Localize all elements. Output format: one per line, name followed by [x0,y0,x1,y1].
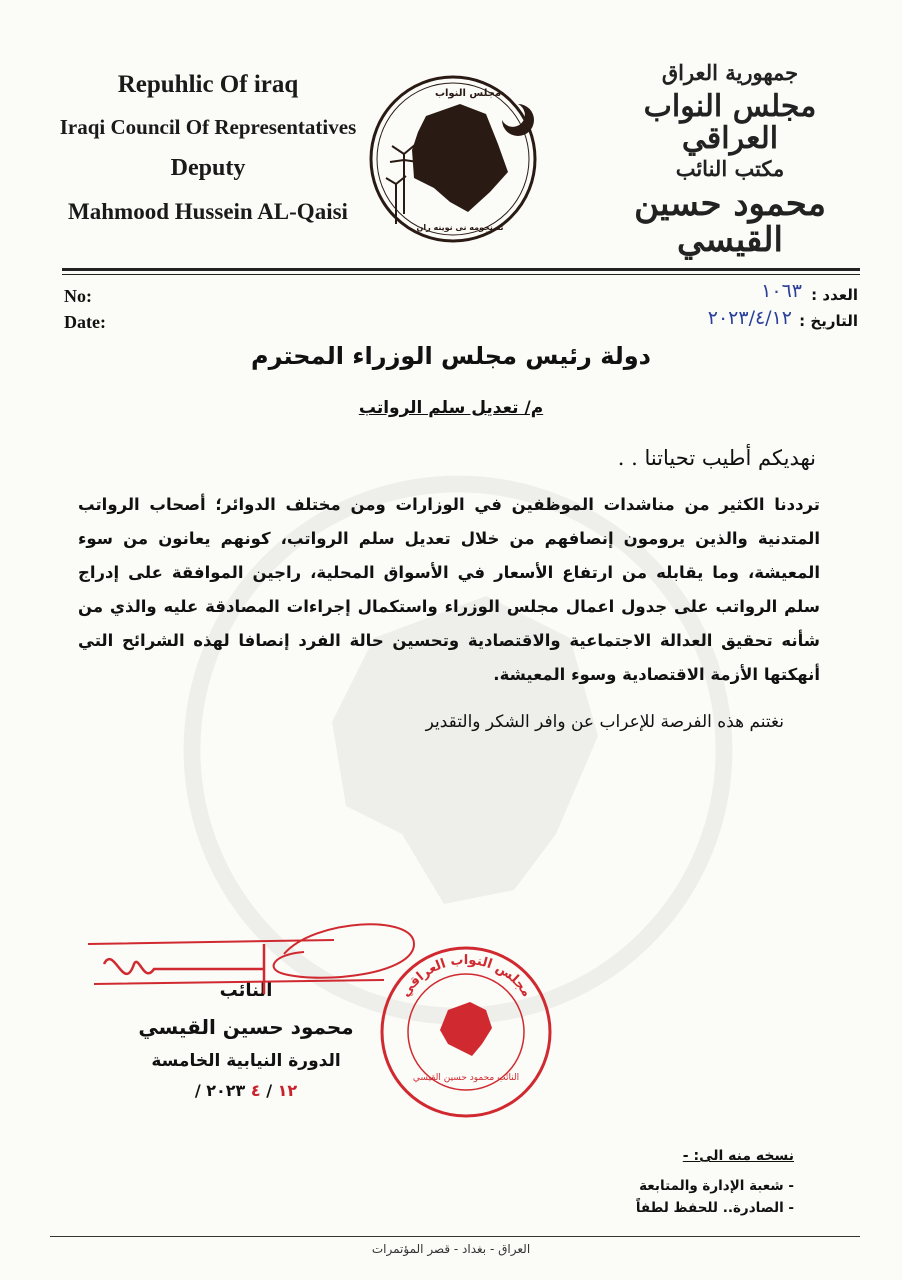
header-country-ar: جمهورية العراق [661,60,799,85]
stamp-outer-text: مجلس النواب العراقي [398,952,534,1000]
header-divider-thin [62,274,860,275]
logo-bottom-text: ئه نجومه نى نوينه ران [416,223,504,232]
signer-title: النائب [219,980,273,1001]
greeting: نهديكم أطيب تحياتنا . . [617,446,816,470]
stamp-inner-text: النائب محمود حسين القيسي [412,1073,520,1083]
header-divider-thick [62,268,860,271]
signature-date [96,1081,396,1100]
footer-divider [50,1236,860,1237]
header-council-ar: مجلس النواب العراقي [643,89,817,156]
header-english [48,64,368,223]
copies-item: - شعبة الإدارة والمتابعة [639,1178,794,1194]
copies-to [636,1148,794,1222]
subject-line [0,398,902,418]
signature-date-sep: / [266,1081,273,1100]
header-deputy-en: Deputy [170,155,246,181]
date-label-en: Date: [64,312,106,332]
handwritten-signature [84,914,424,1024]
signature-date-year: ٢٠٢٣ / [194,1081,246,1100]
closing-thanks: نغتنم هذه الفرصة للإعراب عن وافر الشكر والتقدير [425,712,784,732]
copies-item: - الصادرة.. للحفظ لطفاً [635,1200,794,1216]
no-label-ar: العدد : [811,286,858,304]
header-arabic [610,62,850,258]
signature-date-day: ١٢ [277,1081,298,1100]
footer-address: العراق - بغداد - قصر المؤتمرات [371,1242,531,1256]
council-logo [368,74,538,244]
subject-text: م/ تعديل سلم الرواتب [358,398,544,418]
logo-top-text: مجلس النواب [434,88,502,99]
header-name-ar: محمود حسين القيسي [634,184,826,260]
letter-body: ترددنا الكثير من مناشدات الموظفين في الوزارات ومن مختلف الدوائر؛ أصحاب الرواتب المتدنية والذين يرومون إنصافهم من خلال تعديل سلم الرواتب، كونهم يعانون من سوء المعيشة، وما يقابله من ارتفاع الأسعار في الأسواق المحلية، راجين الموافقة على إدراج سلم الرواتب على جدول اعمال مجلس الوزراء واستكمال إجراءات المصادقة عليه والذي من شأنه تحقيق العدالة الاجتماعية والاقتصادية وتحسين حالة الفرد إنصافا لهذه الشرائح التي أنهكتها الأزمة الاقتصادية وسوء المعيشة. [78,495,820,684]
signer-term: الدورة النيابية الخامسة [151,1051,341,1071]
header-name-en: Mahmood Hussein AL-Qaisi [68,199,348,224]
date-value: ٢٠٢٣/٤/١٢ [707,307,792,329]
no-label-en: No: [64,286,92,306]
no-value: ١٠٦٣ [761,280,802,302]
header-council-en: Iraqi Council Of Representatives [59,115,357,139]
header-country-en: Repuhlic Of iraq [117,71,299,98]
addressee: دولة رئيس مجلس الوزراء المحترم [250,342,651,370]
copies-list [636,1178,794,1216]
copies-label: نسخه منه الى: - [682,1148,794,1164]
svg-text:مجلس النواب العراقي [398,953,534,1000]
header-office-ar: مكتب النائب [675,156,785,181]
signer-name: محمود حسين القيسي [138,1015,354,1039]
date-label-ar: التاريخ : [799,312,858,330]
signature-date-month: ٤ [250,1081,261,1100]
official-stamp [378,944,554,1120]
